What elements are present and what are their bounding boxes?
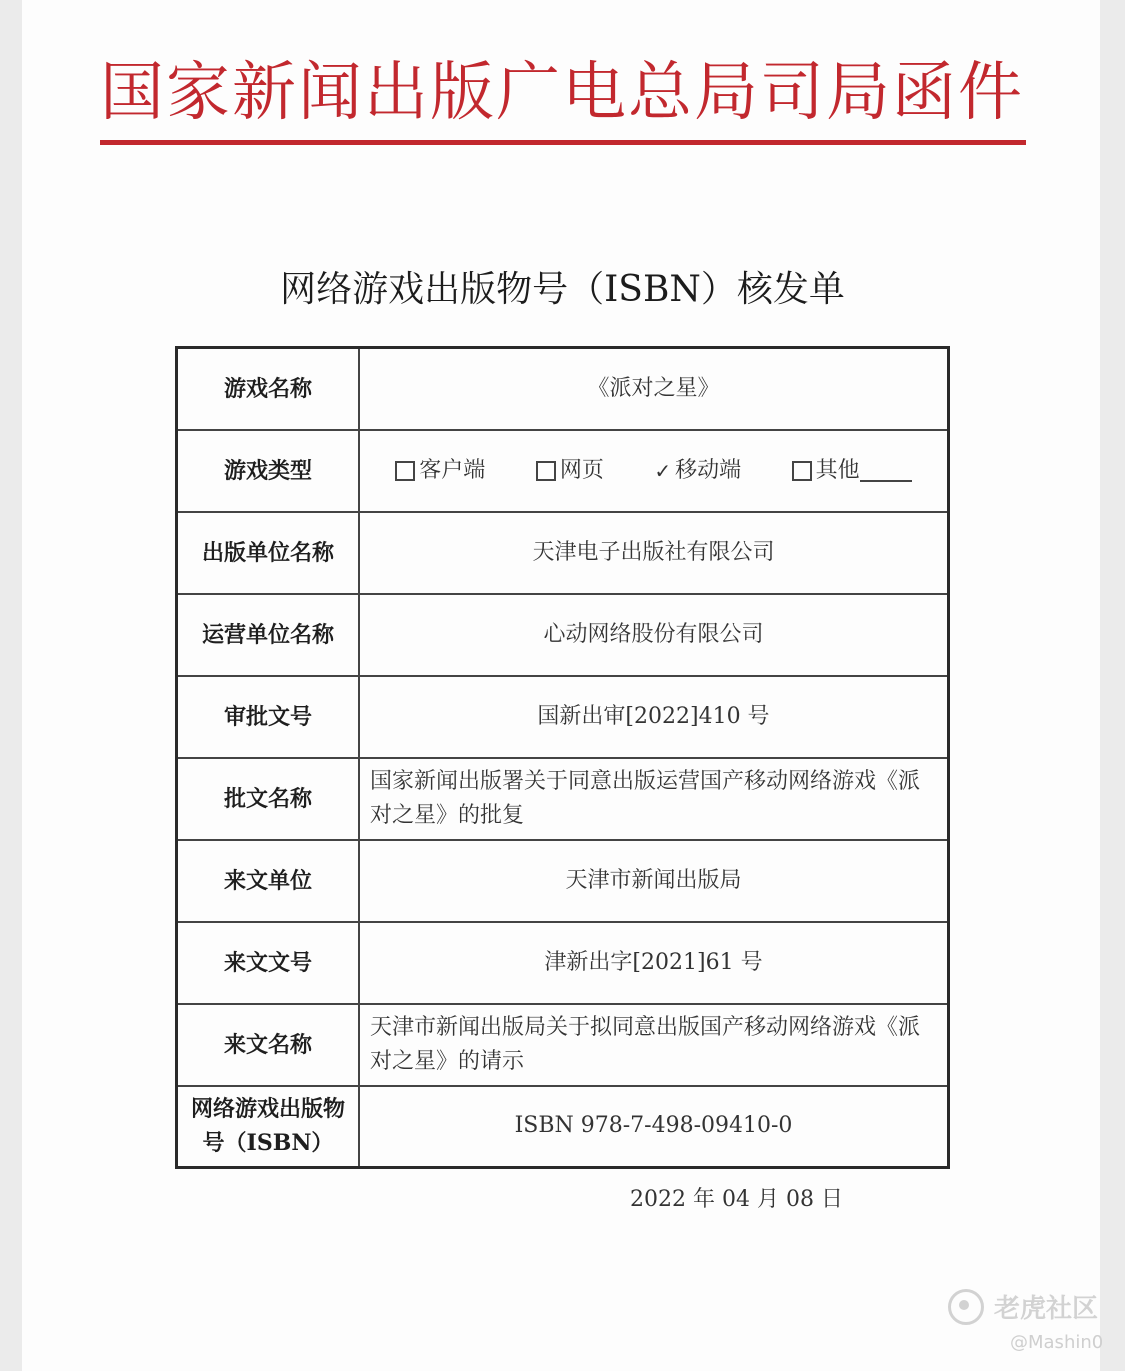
- issue-date: 2022 年 04 月 08 日: [630, 1187, 843, 1212]
- approval-number-value: 国新出审[2022]410 号: [359, 676, 949, 758]
- table-row: [177, 348, 949, 430]
- source-unit-value: 天津市新闻出版局: [359, 840, 949, 922]
- row-label: 审批文号: [177, 676, 360, 758]
- row-label: 来文名称: [177, 1004, 360, 1086]
- table-row: [177, 758, 949, 840]
- publisher-value: 天津电子出版社有限公司: [359, 512, 949, 594]
- checkmark-icon: ✓: [654, 458, 672, 483]
- letterhead-rule: [100, 140, 1026, 145]
- option-label: 客户端: [419, 457, 486, 483]
- option-label: 移动端: [675, 457, 742, 483]
- table-row: [177, 840, 949, 922]
- approval-title-value: 国家新闻出版署关于同意出版运营国产移动网络游戏《派对之星》的批复: [359, 758, 949, 840]
- game-name-value: 《派对之星》: [359, 348, 949, 430]
- source-number-value: 津新出字[2021]61 号: [359, 922, 949, 1004]
- watermark-brand: 老虎社区: [994, 1294, 1099, 1324]
- watermark: [948, 1288, 1098, 1325]
- row-label: 网络游戏出版物号（ISBN）: [177, 1086, 360, 1168]
- option-label: 其他: [815, 457, 860, 483]
- table-row: [177, 676, 949, 758]
- table-row: [177, 922, 949, 1004]
- watermark-handle: @Mashin0: [1010, 1332, 1104, 1353]
- source-title-value: 天津市新闻出版局关于拟同意出版国产移动网络游戏《派对之星》的请示: [359, 1004, 949, 1086]
- tiger-community-logo-icon: [948, 1289, 984, 1325]
- row-label: 出版单位名称: [177, 512, 360, 594]
- document-title: 网络游戏出版物号（ISBN）核发单: [280, 269, 845, 310]
- checkbox-empty-icon: [792, 461, 812, 481]
- isbn-value: ISBN 978-7-498-09410-0: [359, 1086, 949, 1168]
- checkbox-empty-icon: [536, 461, 556, 481]
- type-option-client: [395, 454, 485, 488]
- isbn-form-table: [175, 346, 950, 1169]
- row-label: 游戏名称: [177, 348, 360, 430]
- table-row: [177, 512, 949, 594]
- row-label: 批文名称: [177, 758, 360, 840]
- table-row: [177, 430, 949, 512]
- option-label: 网页: [559, 457, 604, 483]
- letterhead-title: 国家新闻出版广电总局司局函件: [100, 56, 1024, 130]
- row-label: 来文单位: [177, 840, 360, 922]
- fill-in-blank-line: [860, 460, 912, 482]
- row-label: 运营单位名称: [177, 594, 360, 676]
- row-label: 来文文号: [177, 922, 360, 1004]
- game-type-options: [359, 430, 949, 512]
- operator-value: 心动网络股份有限公司: [359, 594, 949, 676]
- table-row: [177, 594, 949, 676]
- type-option-web: [536, 454, 604, 488]
- row-label: 游戏类型: [177, 430, 360, 512]
- table-row: [177, 1004, 949, 1086]
- table-row: [177, 1086, 949, 1168]
- checkbox-empty-icon: [395, 461, 415, 481]
- type-option-other: [792, 454, 912, 488]
- type-option-mobile: [654, 454, 741, 488]
